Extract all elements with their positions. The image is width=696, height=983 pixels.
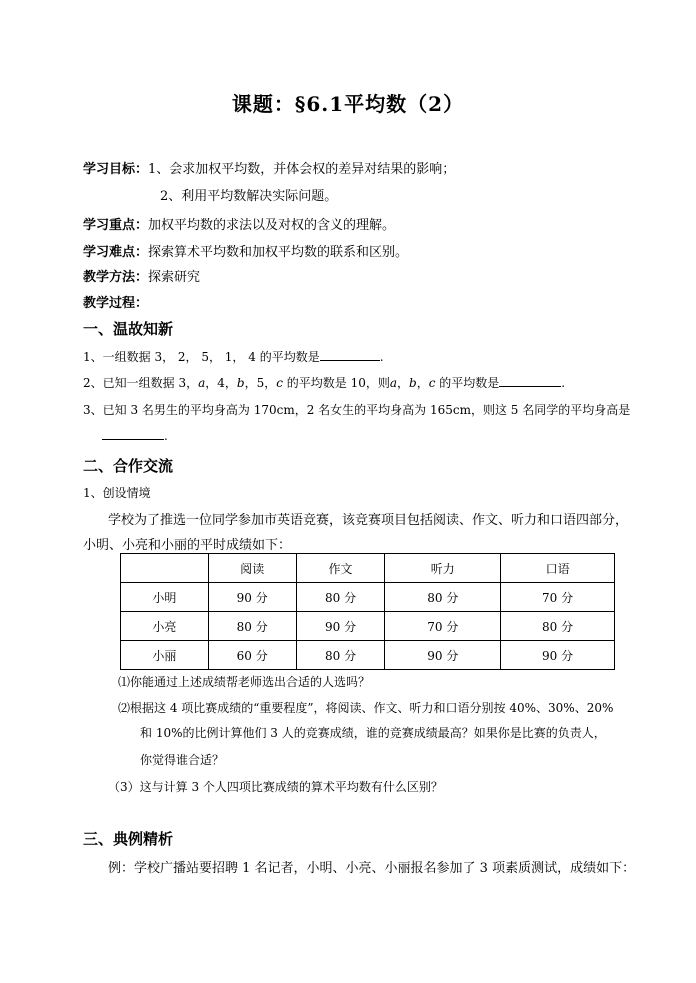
table-cell: 80 分 [208, 612, 296, 641]
section2-sub1: 1、创设情境 [83, 486, 151, 500]
table-cell: 90 分 [385, 641, 501, 670]
section1-heading: 一、温故知新 [83, 320, 174, 338]
table-cell: 小亮 [121, 612, 209, 641]
method-text: 探索研究 [148, 270, 201, 285]
key-point-label: 学习重点： [83, 218, 149, 233]
section1-question-1 [83, 348, 384, 365]
q2-var-c: c [276, 376, 283, 390]
section2-question-3: （3）这与计算 3 个人四项比赛成绩的算术平均数有什么区别？ [108, 780, 443, 794]
q2-mid1: ，4， [205, 376, 237, 390]
section2-question-2-line-2: 和 10%的比例计算他们 3 人的竞赛成绩，谁的竞赛成绩最高？如果你是比赛的负责人， [140, 726, 606, 740]
section2-question-1: ⑴你能通过上述成绩帮老师选出合适的人选吗？ [118, 675, 371, 689]
section3-heading: 三、典例精析 [83, 830, 174, 848]
table-cell: 60 分 [208, 641, 296, 670]
q2-var-b: b [236, 376, 245, 390]
q1-answer-blank [320, 348, 380, 361]
goals-item-2: 2、利用平均数解决实际问题。 [160, 189, 338, 204]
table-cell: 80 分 [501, 612, 615, 641]
q2-var-b2: b [409, 376, 417, 390]
section2-question-2-line-3: 你觉得谁合适？ [140, 753, 225, 767]
q3-answer-blank [102, 427, 164, 440]
table-cell: 90 分 [208, 583, 296, 612]
table-cell: 70 分 [501, 583, 615, 612]
q2-end: 的平均数是 [435, 376, 500, 390]
table-header-cell: 作文 [296, 554, 385, 583]
section3-example: 例：学校广播站要招聘 1 名记者，小明、小亮、小丽报名参加了 3 项素质测试，成绩如下： [108, 861, 636, 876]
table-header-cell: 听力 [385, 554, 501, 583]
q2-pre: 2、已知一组数据 3， [83, 376, 199, 390]
table-header-row [121, 554, 615, 583]
table-cell: 80 分 [296, 641, 385, 670]
table-row [121, 583, 615, 612]
table-cell: 80 分 [385, 583, 501, 612]
table-cell: 70 分 [385, 612, 501, 641]
q2-mid2: ，5， [244, 376, 277, 390]
table-header-cell [121, 554, 209, 583]
method-label: 教学方法： [83, 270, 149, 285]
table-row [121, 612, 615, 641]
goals-item-1: 1、会求加权平均数，并体会权的差异对结果的影响； [148, 162, 456, 177]
q1-period: . [379, 350, 384, 364]
goals-label: 学习目标： [83, 162, 149, 177]
section2-question-2-line-1: ⑵根据这 4 项比赛成绩的“重要程度”，将阅读、作文、听力和口语分别按 40%、30%、20% [118, 701, 614, 715]
q2-comma2: ， [416, 376, 429, 390]
q2-mid3: 的平均数是 10，则 [282, 376, 390, 390]
key-point-line [83, 214, 395, 233]
q2-period: . [561, 376, 566, 390]
process-label: 教学过程： [83, 296, 149, 311]
q1-text: 1、一组数据 3， 2， 5， 1， 4 的平均数是 [83, 350, 320, 364]
difficulty-text: 探索算术平均数和加权平均数的联系和区别。 [148, 245, 409, 260]
table-row [121, 641, 615, 670]
table-cell: 小丽 [121, 641, 209, 670]
q2-var-a: a [198, 376, 206, 390]
q3-period: . [164, 429, 168, 443]
section1-question-2 [83, 374, 565, 391]
q2-answer-blank [499, 374, 561, 387]
section2-para-line-2: 小明、小亮和小丽的平时成绩如下： [83, 538, 292, 553]
section2-heading: 二、合作交流 [83, 457, 174, 475]
page-title: 课题：§6.1平均数（2） [231, 92, 465, 116]
table-cell: 80 分 [296, 583, 385, 612]
difficulty-line [83, 241, 408, 260]
q2-var-a2: a [389, 376, 398, 390]
table-header-cell: 阅读 [208, 554, 296, 583]
method-line [83, 266, 200, 285]
section1-question-3: 3、已知 3 名男生的平均身高为 170cm，2 名女生的平均身高为 165cm，则这 5 名同学的平均身高是 [83, 403, 631, 417]
table-header-cell: 口语 [501, 554, 615, 583]
difficulty-label: 学习难点： [83, 245, 149, 260]
section2-para-line-1: 学校为了推选一位同学参加市英语竞赛，该竞赛项目包括阅读、作文、听力和口语四部分， [108, 513, 629, 528]
q3-answer-line [102, 427, 168, 443]
scores-table [120, 553, 615, 670]
q2-comma1: ， [397, 376, 410, 390]
q2-var-c2: c [428, 376, 436, 390]
key-point-text: 加权平均数的求法以及对权的含义的理解。 [148, 218, 396, 233]
goals-line-1 [83, 158, 455, 177]
table-cell: 90 分 [296, 612, 385, 641]
table-cell: 90 分 [501, 641, 615, 670]
table-cell: 小明 [121, 583, 209, 612]
